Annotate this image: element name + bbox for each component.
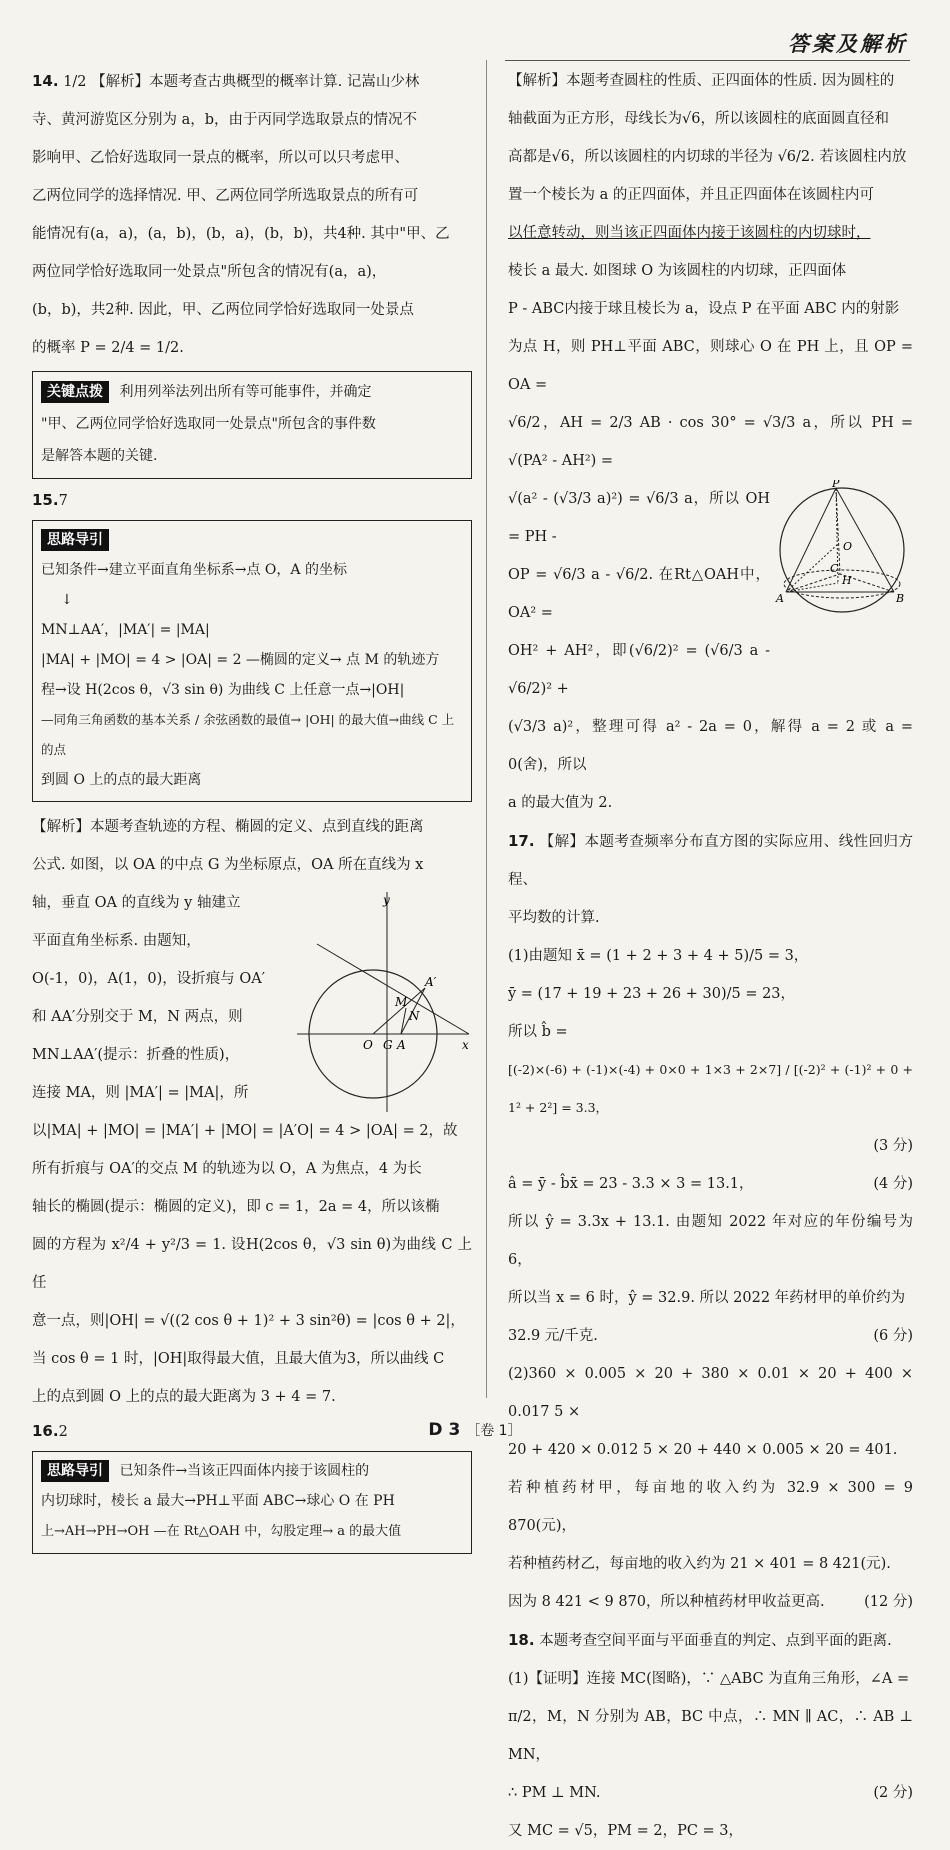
solution-line: √6/2，AH = 2/3 AB · cos 30° = √3/3 a，所以 PH = √(PA² - AH²) = xyxy=(508,415,913,469)
solution-line: 高都是√6，所以该圆柱的内切球的半径为 √6/2. 若该圆柱内放 xyxy=(508,149,907,165)
score-mark: (2 分) xyxy=(873,1785,913,1801)
point-m-label: M xyxy=(395,995,408,1009)
guide-line: MN⊥AA′，|MA′| = |MA| xyxy=(41,622,210,638)
solution-line: MN⊥AA′(提示：折叠的性质)， xyxy=(32,1047,240,1063)
point-a-label: A xyxy=(776,592,784,605)
solution-line: 上的点到圆 O 上的点的最大距离为 3 + 4 = 7. xyxy=(32,1389,336,1405)
answer-value: 1/2 xyxy=(63,74,87,90)
score-row xyxy=(508,1317,913,1355)
key-tip-heading: 关键点拨 xyxy=(41,381,109,403)
y-label: y xyxy=(383,893,390,907)
solution-with-sphere xyxy=(508,480,913,708)
solution-line: 圆的方程为 x²/4 + y²/3 = 1. 设H(2cos θ，√3 sin θ)为曲线 C 上任 xyxy=(32,1237,472,1291)
point-a-label: A xyxy=(397,1038,406,1052)
solution-line: (1)【证明】连接 MC(图略)，∵ △ABC 为直角三角形，∠A = xyxy=(508,1671,910,1687)
solution-line: 因为 8 421 < 9 870，所以种植药材甲收益更高. xyxy=(508,1594,825,1610)
point-p-label: P xyxy=(832,480,840,490)
solution-line: (√3/3 a)²，整理可得 a² - 2a = 0，解得 a = 2 或 a = 0(舍)，所以 xyxy=(508,719,913,773)
guide-line: 已知条件→建立平面直角坐标系→点 O，A 的坐标 xyxy=(41,562,347,578)
solution-line: a 的最大值为 2. xyxy=(508,795,613,811)
solution-line: 平均数的计算. xyxy=(508,910,600,926)
answer-value: 2 xyxy=(58,1424,68,1440)
tip-line: 是解答本题的关键. xyxy=(41,448,158,464)
solution-line: OP = √6/3 a - √6/2. 在Rt△OAH中，OA² = xyxy=(508,567,770,621)
solution-line: (2)360 × 0.005 × 20 + 380 × 0.01 × 20 + 400 × 0.017 5 × xyxy=(508,1366,913,1420)
solution-line: 20 + 420 × 0.012 5 × 20 + 440 × 0.005 × 20 = 401. xyxy=(508,1442,898,1458)
solution-line: √(a² - (√3/3 a)²) = √6/3 a，所以 OH = PH - xyxy=(508,491,770,545)
solution-line: 平面直角坐标系. 由题知， xyxy=(32,933,201,949)
solution-line: [(-2)×(-6) + (-1)×(-4) + 0×0 + 1×3 + 2×7] / [(-2)² + (-1)² + 0 + 1² + 2²] = 3.3， xyxy=(508,1062,913,1115)
point-h-label: H xyxy=(842,574,852,587)
fold-line xyxy=(317,944,469,1034)
solution-line: 以任意转动，则当该正四面体内接于该圆柱的内切球时， xyxy=(508,225,871,241)
guide-arrow: ↓ xyxy=(61,592,73,608)
point-n-label: N xyxy=(409,1009,420,1023)
score-mark: (4 分) xyxy=(873,1176,913,1192)
solution-line: 32.9 元/千克. xyxy=(508,1328,598,1344)
score-mark: (3 分) xyxy=(873,1138,913,1154)
solution-line: 【解】本题考查频率分布直方图的实际应用、线性回归方程、 xyxy=(508,834,913,888)
solution-line: 连接 MA，则 |MA′| = |MA|，所 xyxy=(32,1085,249,1101)
score-row xyxy=(508,1774,913,1812)
solution-line: 所有折痕与 OA′的交点 M 的轨迹为以 O，A 为焦点，4 为长 xyxy=(32,1161,422,1177)
thinking-guide-heading: 思路导引 xyxy=(41,529,109,551)
thinking-guide-box xyxy=(32,520,472,802)
guide-line: 程→设 H(2cos θ，√3 sin θ) 为曲线 C 上任意一点→|OH| xyxy=(41,682,405,698)
score-row xyxy=(508,1127,913,1165)
solution-line: 轴，垂直 OA 的直线为 y 轴建立 xyxy=(32,895,241,911)
question-number: 15. xyxy=(32,491,59,509)
column-divider xyxy=(486,60,487,1398)
guide-line: |MA| + |MO| = 4 > |OA| = 2 —椭圆的定义→ 点 M 的轨迹方 xyxy=(41,652,440,668)
point-b-label: B xyxy=(896,592,905,605)
circle-fold-figure xyxy=(297,884,472,1112)
solution-line: ∴ PM ⊥ MN. xyxy=(508,1785,601,1801)
sphere-tetrahedron-figure xyxy=(770,480,910,614)
solution-line: 本题考查空间平面与平面垂直的判定、点到平面的距离. xyxy=(539,1633,892,1649)
point-o-label: O xyxy=(363,1038,373,1052)
question-number: 17. xyxy=(508,832,535,850)
solution-line: 和 AA′分别交于 M，N 两点，则 xyxy=(32,1009,243,1025)
volume-label: ［卷 1］ xyxy=(466,1423,522,1439)
key-tip-box xyxy=(32,371,472,479)
solution-line: 能情况有(a，a)，(a，b)，(b，a)，(b，b)，共4种. 其中"甲、乙 xyxy=(32,226,450,242)
page-footer xyxy=(0,1420,950,1440)
score-mark: (6 分) xyxy=(873,1328,913,1344)
solution-line: 轴长的椭圆(提示：椭圆的定义)，即 c = 1，2a = 4，所以该椭 xyxy=(32,1199,440,1215)
guide-line: 上→AH→PH→OH —在 Rt△OAH 中，勾股定理→ a 的最大值 xyxy=(41,1524,402,1539)
solution-line: 所以当 x = 6 时，ŷ = 32.9. 所以 2022 年药材甲的单价约为 xyxy=(508,1290,906,1306)
score-mark: (12 分) xyxy=(864,1594,913,1610)
left-column xyxy=(32,62,472,1560)
solution-line: 【解析】本题考查轨迹的方程、椭圆的定义、点到直线的距离 xyxy=(32,819,424,835)
point-a1-label: A′ xyxy=(425,975,437,989)
solution-line: 棱长 a 最大. 如图球 O 为该圆柱的内切球，正四面体 xyxy=(508,263,847,279)
solution-line: 若种植药材乙，每亩地的收入约为 21 × 401 = 8 421(元). xyxy=(508,1556,891,1572)
solution-line: 当 cos θ = 1 时，|OH|取得最大值，且最大值为3，所以曲线 C xyxy=(32,1351,445,1367)
tip-line: "甲、乙两位同学恰好选取同一处景点"所包含的事件数 xyxy=(41,416,376,432)
guide-line: 内切球时，棱长 a 最大→PH⊥平面 ABC→球心 O 在 PH xyxy=(41,1493,395,1509)
solution-line: (1)由题知 x̄ = (1 + 2 + 3 + 4 + 5)/5 = 3， xyxy=(508,948,809,964)
guide-line: —同角三角函数的基本关系 / 余弦函数的最值→ |OH| 的最大值→曲线 C 上的点 xyxy=(41,712,455,757)
question-14 xyxy=(32,62,472,479)
guide-line: 到圆 O 上的点的最大距离 xyxy=(41,772,202,788)
guide-line: 已知条件→当该正四面体内接于该圆柱的 xyxy=(119,1463,370,1479)
solution-line: 两位同学恰好选取同一处景点"所包含的情况有(a，a)， xyxy=(32,264,387,280)
solution-line: 乙两位同学的选择情况. 甲、乙两位同学所选取景点的所有可 xyxy=(32,188,419,204)
solution-line: 所以 ŷ = 3.3x + 13.1. 由题知 2022 年对应的年份编号为 6， xyxy=(508,1214,913,1268)
solution-line: ȳ = (17 + 19 + 23 + 26 + 30)/5 = 23， xyxy=(508,986,796,1002)
right-column xyxy=(508,62,913,1850)
solution-line: 【解析】本题考查古典概型的概率计算. 记嵩山少林 xyxy=(91,74,420,90)
solution-line: 【解析】本题考查圆柱的性质、正四面体的性质. 因为圆柱的 xyxy=(508,73,895,89)
point-c-label: C xyxy=(830,562,839,575)
solution-line: 又 MC = √5，PM = 2，PC = 3， xyxy=(508,1823,744,1839)
page-header-title: 答案及解析 xyxy=(788,32,908,56)
thinking-guide-box xyxy=(32,1451,472,1554)
solution-line: 以|MA| + |MO| = |MA′| + |MO| = |A′O| = 4 > |OA| = 2，故 xyxy=(32,1123,458,1139)
edge-pa xyxy=(786,488,836,592)
solution-line: 所以 b̂ = xyxy=(508,1024,568,1040)
solution-line: OH² + AH²，即(√6/2)² = (√6/3 a - √6/2)² + xyxy=(508,643,770,697)
solution-line: π/2，M，N 分别为 AB，BC 中点，∴ MN ∥ AC，∴ AB ⊥ MN， xyxy=(508,1709,913,1763)
question-18 xyxy=(508,1621,913,1850)
score-row xyxy=(508,1165,913,1203)
solution-line: 置一个棱长为 a 的正四面体，并且正四面体在该圆柱内可 xyxy=(508,187,874,203)
header-rule xyxy=(505,60,910,61)
solution-with-figure xyxy=(32,884,472,1112)
question-16-solution xyxy=(508,62,913,822)
score-row xyxy=(508,1583,913,1621)
solution-line: 的概率 P = 2/4 = 1/2. xyxy=(32,340,184,356)
solution-line: 公式. 如图，以 OA 的中点 G 为坐标原点，OA 所在直线为 x xyxy=(32,857,424,873)
question-15 xyxy=(32,485,472,1416)
solution-line: 轴截面为正方形，母线长为√6，所以该圆柱的底面圆直径和 xyxy=(508,111,889,127)
answer-value: 7 xyxy=(58,493,68,509)
solution-line: (b，b)，共2种. 因此，甲、乙两位同学恰好选取同一处景点 xyxy=(32,302,414,318)
solution-line: 为点 H，则 PH⊥平面 ABC，则球心 O 在 PH 上，且 OP = OA = xyxy=(508,339,913,393)
solution-line: 寺、黄河游览区分别为 a，b，由于丙同学选取景点的情况不 xyxy=(32,112,418,128)
x-label: x xyxy=(462,1038,469,1052)
page-number: D 3 xyxy=(428,1420,461,1440)
question-number: 14. xyxy=(32,72,59,90)
point-o-label: O xyxy=(843,540,853,553)
solution-line: 影响甲、乙恰好选取同一景点的概率，所以可以只考虑甲、 xyxy=(32,150,409,166)
solution-line: O(-1，0)，A(1，0)，设折痕与 OA′ xyxy=(32,971,266,987)
question-17 xyxy=(508,822,913,1621)
segment-ah xyxy=(786,583,838,592)
solution-line: 意一点，则|OH| = √((2 cos θ + 1)² + 3 sin²θ) = |cos θ + 2|， xyxy=(32,1313,465,1329)
solution-line: P - ABC内接于球且棱长为 a，设点 P 在平面 ABC 内的射影 xyxy=(508,301,900,317)
solution-line: 若种植药材甲，每亩地的收入约为 32.9 × 300 = 9 870(元)， xyxy=(508,1480,913,1534)
solution-line: â = ȳ - b̂x̄ = 23 - 3.3 × 3 = 13.1， xyxy=(508,1176,754,1192)
thinking-guide-heading: 思路导引 xyxy=(41,1460,109,1482)
question-number: 16. xyxy=(32,1422,59,1440)
point-g-label: G xyxy=(383,1038,393,1052)
tip-line: 利用列举法列出所有等可能事件，并确定 xyxy=(119,384,372,400)
question-number: 18. xyxy=(508,1631,535,1649)
